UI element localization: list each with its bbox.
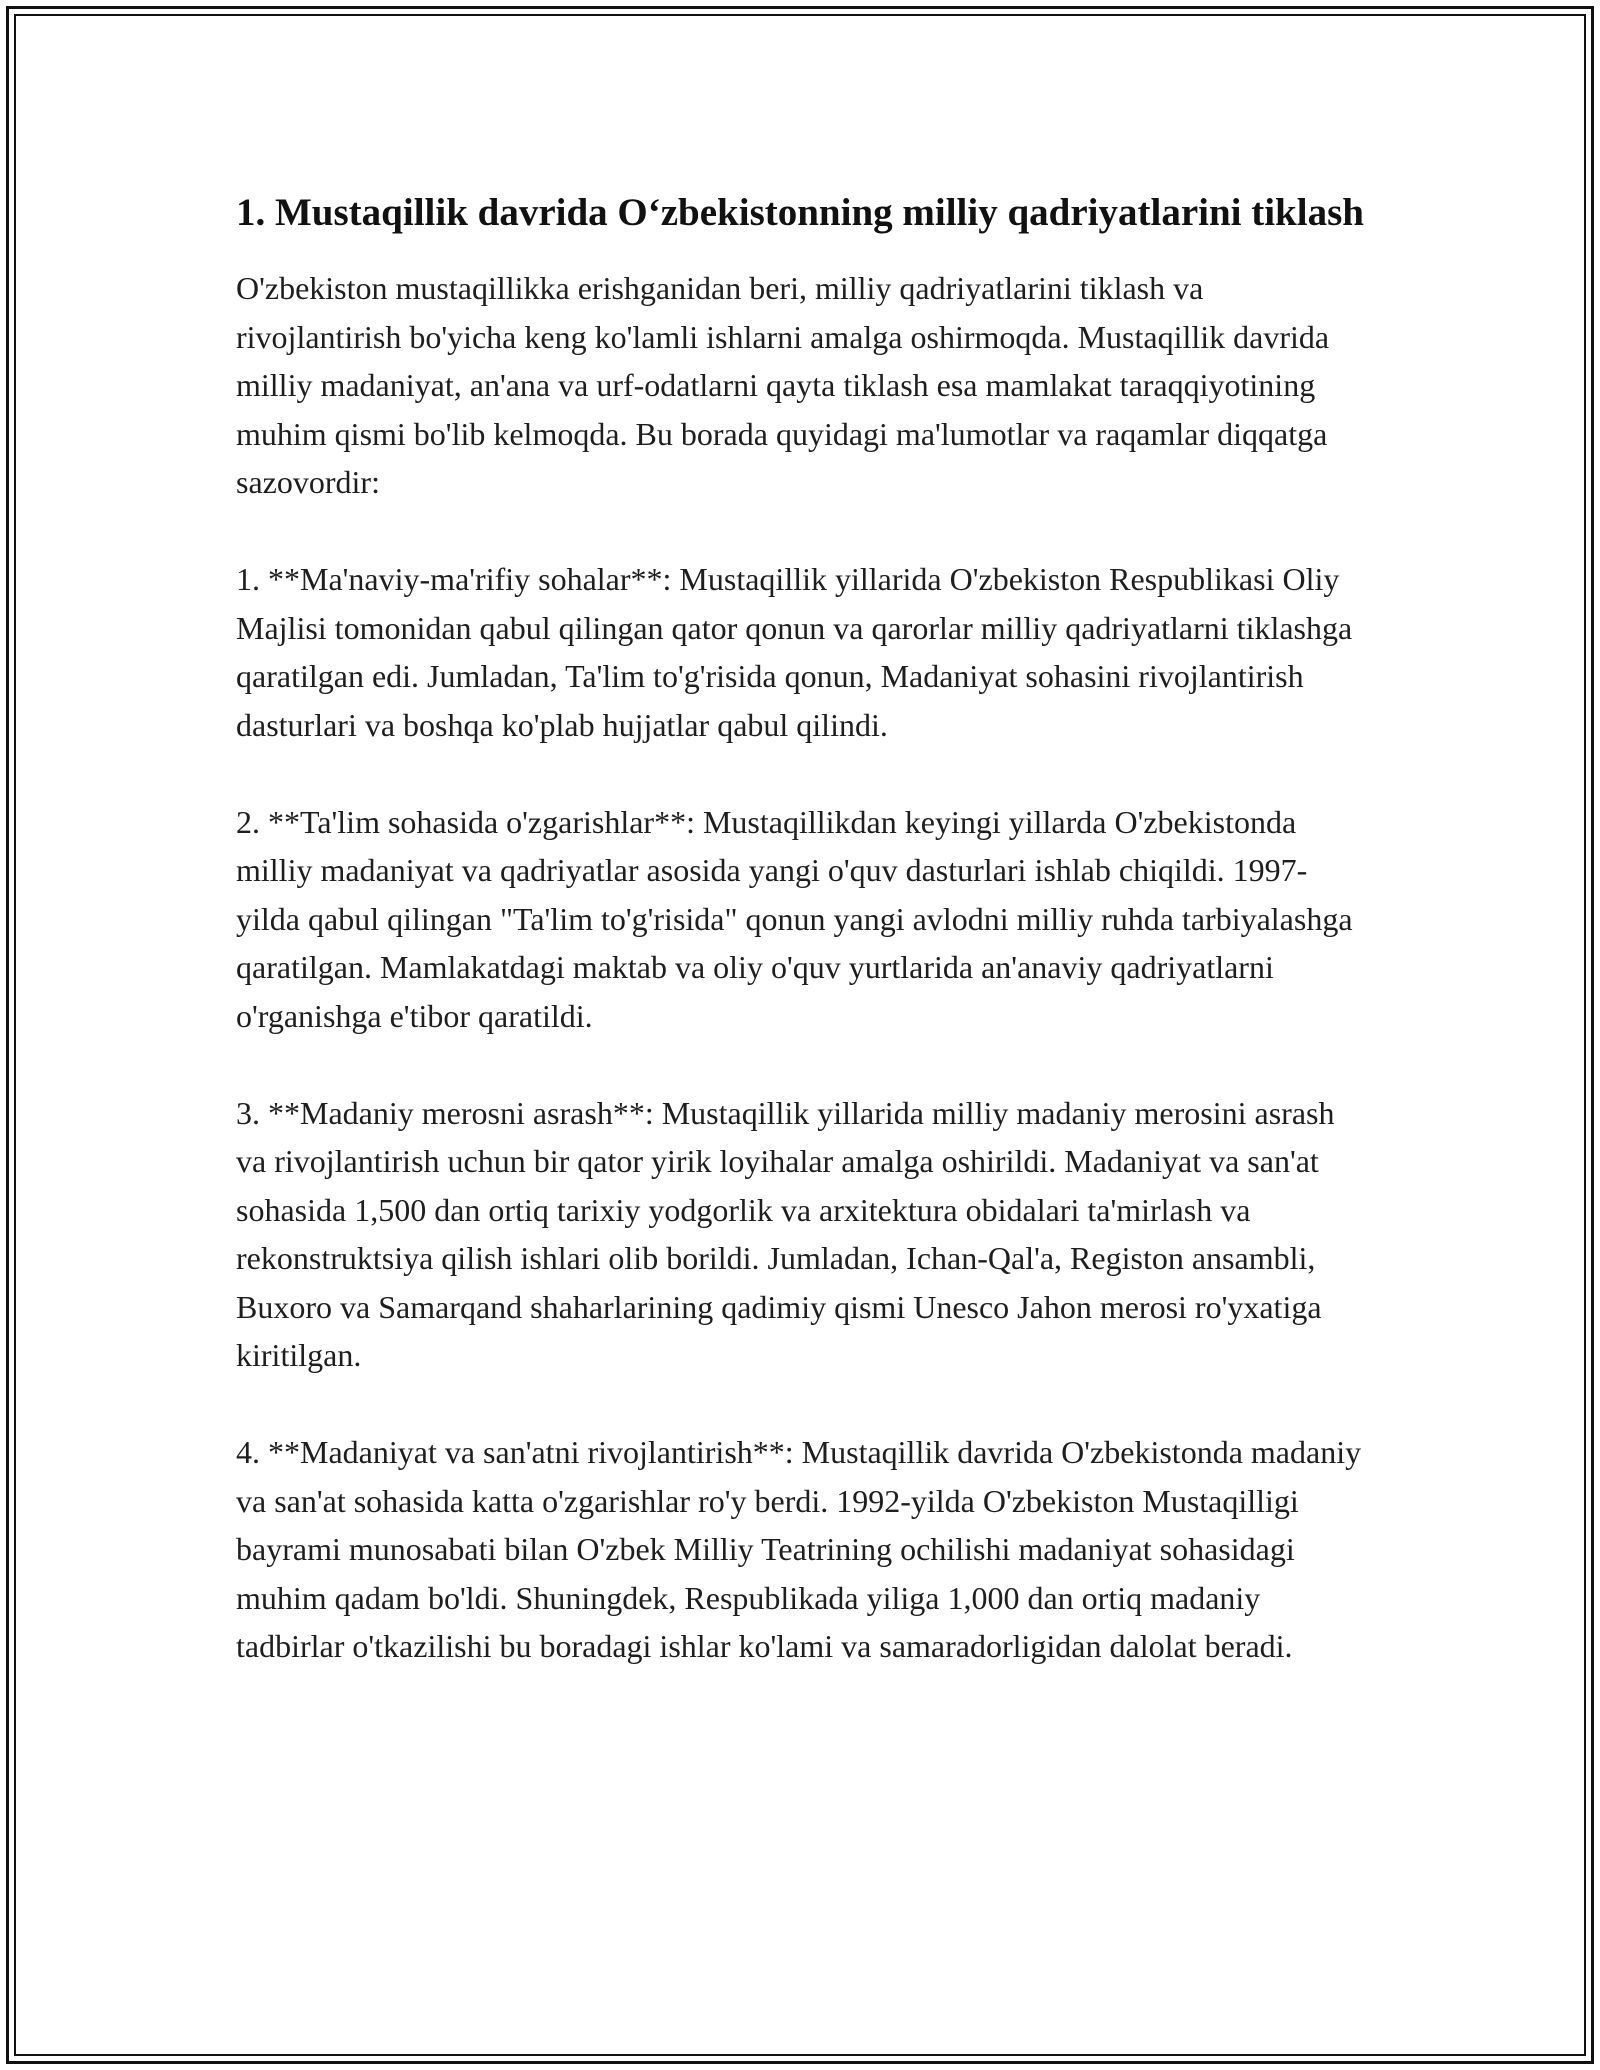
list-item-3-paragraph: 3. **Madaniy merosni asrash**: Mustaqillik yillarida milliy madaniy merosini asrash va rivojlantirish uchun bir qator yirik loyihalar amalga oshirildi. Madaniyat va san'at sohasida 1,500 dan ortiq tarixiy yodgorlik va arxitektura obidalari ta'mirlash va rekonstruktsiya qilish ishlari olib borildi. Jumladan, Ichan-Qal'a, Registon ansambli, Buxoro va Samarqand shaharlarining qadimiy qismi Unesco Jahon merosi ro'yxatiga kiritilgan. (236, 1094, 1335, 1373)
document-body (236, 186, 1368, 1671)
intro-paragraph: O'zbekiston mustaqillikka erishganidan beri, milliy qadriyatlarini tiklash va rivojlantirish bo'yicha keng ko'lamli ishlarni amalga oshirmoqda. Mustaqillik davrida milliy madaniyat, an'ana va urf-odatlarni qayta tiklash esa mamlakat taraqqiyotining muhim qismi bo'lib kelmoqda. Bu borada quyidagi ma'lumotlar va raqamlar diqqatga sazovordir: (236, 270, 1330, 500)
document-title: 1. Mustaqillik davrida O‘zbekistonning milliy qadriyatlarini tiklash (236, 191, 1364, 234)
list-item-2-paragraph: 2. **Ta'lim sohasida o'zgarishlar**: Mustaqillikdan keyingi yillarda O'zbekistonda milliy madaniyat va qadriyatlar asosida yangi o'quv dasturlari ishlab chiqildi. 1997-yilda qabul qilingan "Ta'lim to'g'risida" qonun yangi avlodni milliy ruhda tarbiyalashga qaratilgan. Mamlakatdagi maktab va oliy o'quv yurtlarida an'anaviy qadriyatlarni o'rganishga e'tibor qaratildi. (236, 803, 1353, 1034)
list-item-1-paragraph: 1. **Ma'naviy-ma'rifiy sohalar**: Mustaqillik yillarida O'zbekiston Respublikasi Oliy Majlisi tomonidan qabul qilingan qator qonun va qarorlar milliy qadriyatlarni tiklashga qaratilgan edi. Jumladan, Ta'lim to'g'risida qonun, Madaniyat sohasini rivojlantirish dasturlari va boshqa ko'plab hujjatlar qabul qilindi. (236, 561, 1353, 743)
list-item-4-paragraph: 4. **Madaniyat va san'atni rivojlantirish**: Mustaqillik davrida O'zbekistonda madaniy va san'at sohasida katta o'zgarishlar ro'y berdi. 1992-yilda O'zbekiston Mustaqilligi bayrami munosabati bilan O'zbek Milliy Teatrining ochilishi madaniyat sohasidagi muhim qadam bo'ldi. Shuningdek, Respublikada yiliga 1,000 dan ortiq madaniy tadbirlar o'tkazilishi bu boradagi ishlar ko'lami va samaradorligidan dalolat beradi. (236, 1434, 1362, 1664)
